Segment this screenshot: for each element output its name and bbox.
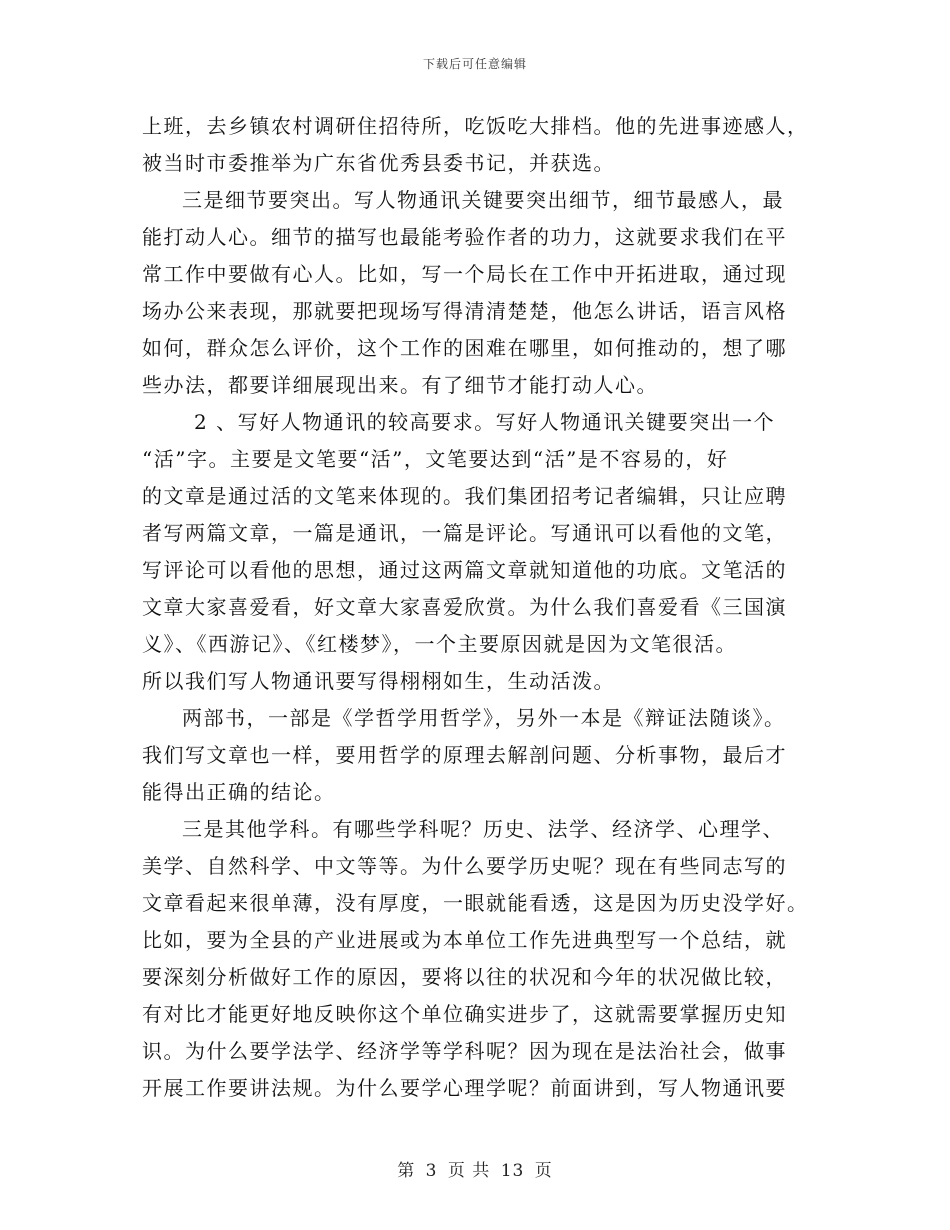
body-line: 文章看起来很单薄，没有厚度，一眼就能看透，这是因为历史没学好。: [142, 891, 809, 915]
body-line: 所以我们写人物通讯要写得栩栩如生，生动活泼。: [142, 669, 615, 693]
body-line: 常工作中要做有心人。比如，写一个局长在工作中开拓进取，通过现: [142, 262, 787, 286]
body-line: 有对比才能更好地反映你这个单位确实进步了，这就需要掌握历史知: [142, 1002, 787, 1026]
body-line: 三是其他学科。有哪些学科呢？历史、法学、经济学、心理学、: [182, 817, 784, 841]
body-line: 我们写文章也一样，要用哲学的原理去解剖问题、分析事物，最后才: [142, 743, 787, 767]
body-line: 能得出正确的结论。: [142, 780, 336, 804]
body-line: 被当时市委推举为广东省优秀县委书记，并获选。: [142, 151, 615, 175]
body-line: 比如，要为全县的产业进展或为本单位工作先进典型写一个总结，就: [142, 928, 787, 952]
footer-prefix: 第: [397, 1161, 416, 1181]
page-header: 下载后可任意编辑: [422, 57, 527, 71]
body-line: 三是细节要突出。写人物通讯关键要突出细节，细节最感人，最: [182, 188, 784, 212]
body-line: 的文章是通过活的文笔来体现的。我们集团招考记者编辑，只让应聘: [142, 484, 787, 508]
total-page-count: 13: [500, 1161, 525, 1181]
body-line: 两部书，一部是《学哲学用哲学》，另外一本是《辩证法随谈》。: [182, 706, 786, 730]
current-page-number: 3: [425, 1161, 438, 1181]
body-line: 上班，去乡镇农村调研住招待所，吃饭吃大排档。他的先进事迹感人，: [142, 114, 809, 138]
body-line: 义》、《西游记》、《红楼梦》，一个主要原因就是因为文笔很活。: [142, 632, 737, 656]
body-line: 些办法，都要详细展现出来。有了细节才能打动人心。: [142, 373, 658, 397]
footer-suffix: 页: [534, 1161, 553, 1181]
body-line: 场办公来表现，那就要把现场写得清清楚楚，他怎么讲话，语言风格: [142, 299, 787, 323]
page-footer: [0, 1156, 950, 1181]
footer-middle: 页 共: [447, 1161, 491, 1181]
body-line: 识。为什么要学法学、经济学等学科呢？因为现在是法治社会，做事: [142, 1039, 787, 1063]
body-line: 写评论可以看他的思想，通过这两篇文章就知道他的功底。文笔活的: [142, 558, 787, 582]
body-line: 美学、自然科学、中文等等。为什么要学历史呢？现在有些同志写的: [142, 854, 787, 878]
body-line: 2 、写好人物通讯的较高要求。写好人物通讯关键要突出一个: [194, 410, 776, 434]
document-body: [142, 108, 822, 1107]
body-line: 文章大家喜爱看，好文章大家喜爱欣赏。为什么我们喜爱看《三国演: [142, 595, 787, 619]
body-line: 如何，群众怎么评价，这个工作的困难在哪里，如何推动的，想了哪: [142, 336, 787, 360]
body-line: 者写两篇文章，一篇是通讯，一篇是评论。写通讯可以看他的文笔，: [142, 521, 787, 545]
body-line: 能打动人心。细节的描写也最能考验作者的功力，这就要求我们在平: [142, 225, 787, 249]
body-line: 开展工作要讲法规。为什么要学心理学呢？前面讲到，写人物通讯要: [142, 1076, 787, 1100]
body-line: 要深刻分析做好工作的原因，要将以往的状况和今年的状况做比较，: [142, 965, 787, 989]
body-line: “活”字。主要是文笔要“活”，文笔要达到“活”是不容易的，好: [142, 447, 729, 471]
